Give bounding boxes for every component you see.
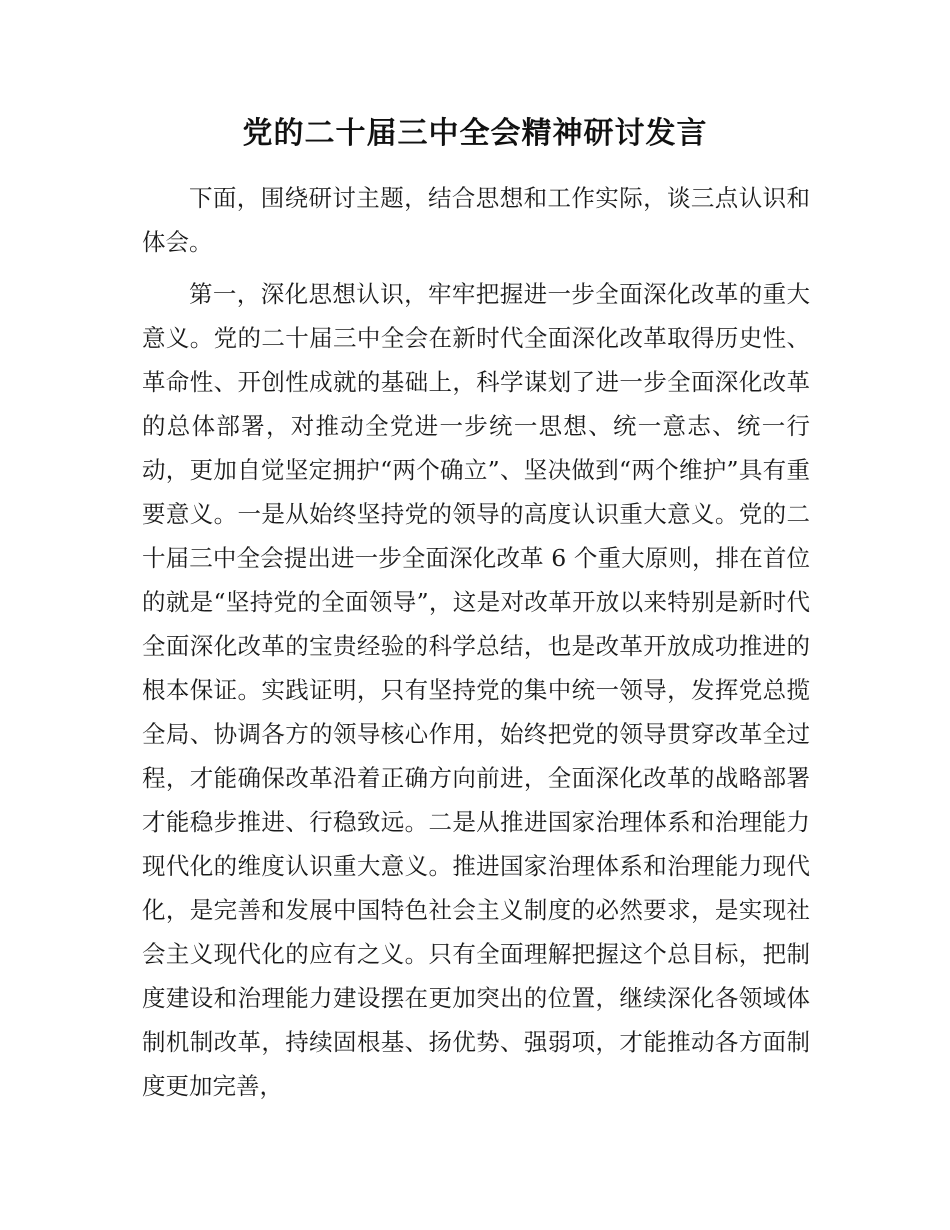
document-title: 党的二十届三中全会精神研讨发言	[242, 116, 708, 151]
paragraph-intro: 下面，围绕研讨主题，结合思想和工作实际，谈三点认识和体会。	[142, 184, 810, 256]
paragraph-first-point: 第一，深化思想认识，牢牢把握进一步全面深化改革的重大意义。党的二十届三中全会在新时代全面深化改革取得历史性、革命性、开创性成就的基础上，科学谋划了进一步全面深化改革的总体部署，对推动全党进一步统一思想、统一意志、统一行动，更加自觉坚定拥护“两个确立”、坚决做到“两个维护”具有重要意义。一是从始终坚持党的领导的高度认识重大意义。党的二十届三中全会提出进一步全面深化改革 6 个重大原则，排在首位的就是“坚持党的全面领导”，这是对改革开放以来特别是新时代全面深化改革的宝贵经验的科学总结，也是改革开放成功推进的根本保证。实践证明，只有坚持党的集中统一领导，发挥党总揽全局、协调各方的领导核心作用，始终把党的领导贯穿改革全过程，才能确保改革沿着正确方向前进，全面深化改革的战略部署才能稳步推进、行稳致远。二是从推进国家治理体系和治理能力现代化的维度认识重大意义。推进国家治理体系和治理能力现代化，是完善和发展中国特色社会主义制度的必然要求，是实现社会主义现代化的应有之义。只有全面理解把握这个总目标，把制度建设和治理能力建设摆在更加突出的位置，继续深化各领域体制机制改革，持续固根基、扬优势、强弱项，才能推动各方面制度更加完善，	[142, 280, 810, 1100]
document-body	[142, 176, 810, 1108]
